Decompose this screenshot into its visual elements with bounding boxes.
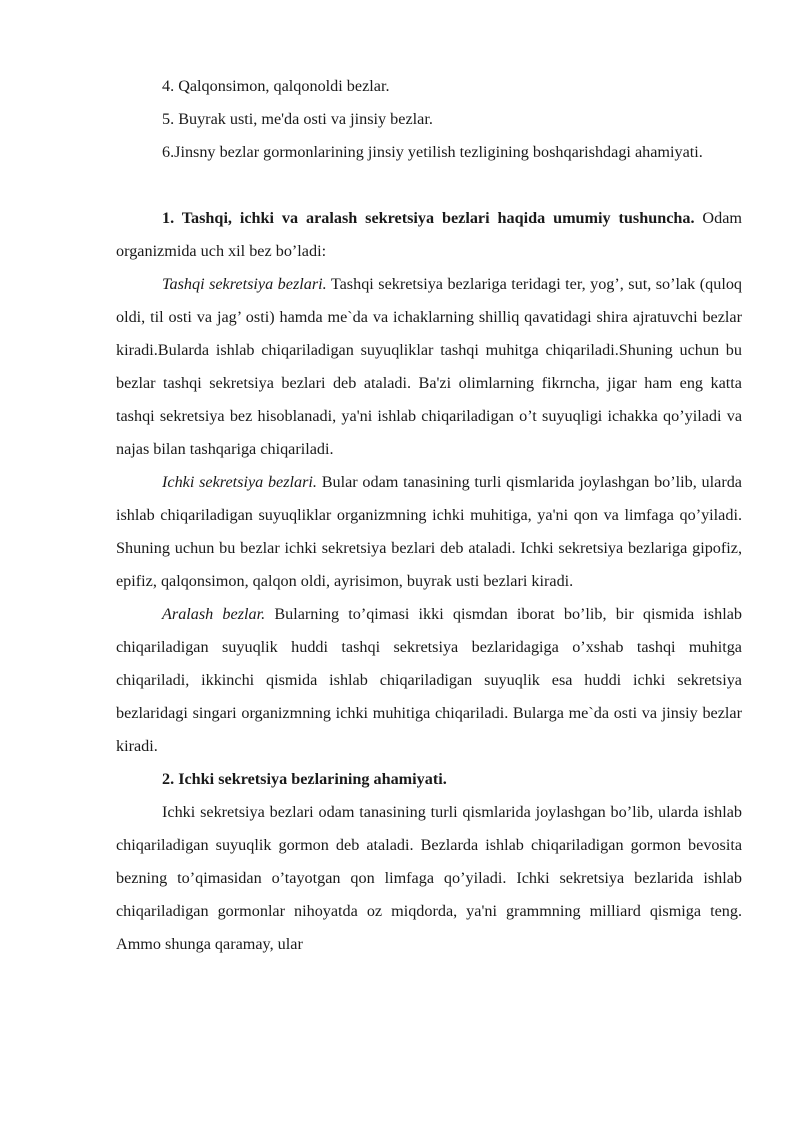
section2-heading: 2. Ichki sekretsiya bezlarining ahamiyati. (162, 770, 447, 788)
internal-glands-paragraph (116, 466, 742, 598)
mixed-glands-paragraph (116, 598, 742, 763)
section1-intro: Odam organizmida uch xil bez bo’ladi: (116, 209, 742, 260)
internal-glands-text: Bular odam tanasining turli qismlarida joylashgan bo’lib, ularda ishlab chiqariladigan suyuqliklar organizmning ichki muhitiga, ya'ni qon va limfaga qo’yiladi. Shuning uchun bu bezlar ichki sekretsiya bezlari deb ataladi. Ichki sekretsiya bezlariga gipofiz, epifiz, qalqonsimon, qalqon oldi, ayrisimon, buyrak usti bezlari kiradi. (116, 473, 742, 590)
external-glands-term: Tashqi sekretsiya bezlari. (162, 275, 327, 293)
mixed-glands-term: Aralash bezlar. (162, 605, 266, 623)
section1-heading-paragraph (116, 202, 742, 268)
internal-glands-term: Ichki sekretsiya bezlari. (162, 473, 317, 491)
document-page (116, 70, 742, 961)
mixed-glands-text: Bularning to’qimasi ikki qismdan iborat bo’lib, bir qismida ishlab chiqariladigan suyuqlik huddi tashqi sekretsiya bezlaridagiga o’xshab tashqi muhitga chiqariladi, ikkinchi qismida ishlab chiqariladigan suyuqlik esa huddi ichki sekretsiya bezlaridagi singari organizmning ichki muhitiga chiqariladi. Bularga me`da osti va jinsiy bezlar kiradi. (116, 605, 742, 755)
section2-heading-paragraph (116, 763, 742, 796)
list-item-6: 6.Jinsny bezlar gormonlarining jinsiy yetilish tezligining boshqarishdagi ahamiyati. (162, 143, 703, 161)
list-item-5: 5. Buyrak usti, me'da osti va jinsiy bezlar. (162, 110, 433, 128)
section2-paragraph: Ichki sekretsiya bezlari odam tanasining turli qismlarida joylashgan bo’lib, ularda ishlab chiqariladigan suyuqlik gormon deb ataladi. Bezlarda ishlab chiqariladigan gormon bevosita bezning to’qimasidan o’tayotgan qon limfaga qo’yiladi. Ichki sekretsiya bezlarida ishlab chiqariladigan gormonlar nihoyatda oz miqdorda, ya'ni grammning milliard qismiga teng. Ammo shunga qaramay, ular (116, 803, 742, 953)
list-item-4: 4. Qalqonsimon, qalqonoldi bezlar. (162, 77, 390, 95)
external-glands-paragraph (116, 268, 742, 466)
external-glands-text: Tashqi sekretsiya bezlariga teridagi ter, yog’, sut, so’lak (quloq oldi, til osti va jag’ osti) hamda me`da va ichaklarning shilliq qavatidagi shira ajratuvchi bezlar kiradi.Bularda ishlab chiqariladigan suyuqliklar tashqi muhitga chiqariladi.Shuning uchun bu bezlar tashqi sekretsiya bezlari deb ataladi. Ba'zi olimlarning fikrncha, jigar ham eng katta tashqi sekretsiya bez hisoblanadi, ya'ni ishlab chiqariladigan o’t suyuqligi ichakka qo’yiladi va najas bilan tashqariga chiqariladi. (116, 275, 743, 458)
section1-heading: 1. Tashqi, ichki va aralash sekretsiya bezlari haqida umumiy tushuncha. (162, 209, 695, 227)
blank-line (116, 169, 742, 202)
